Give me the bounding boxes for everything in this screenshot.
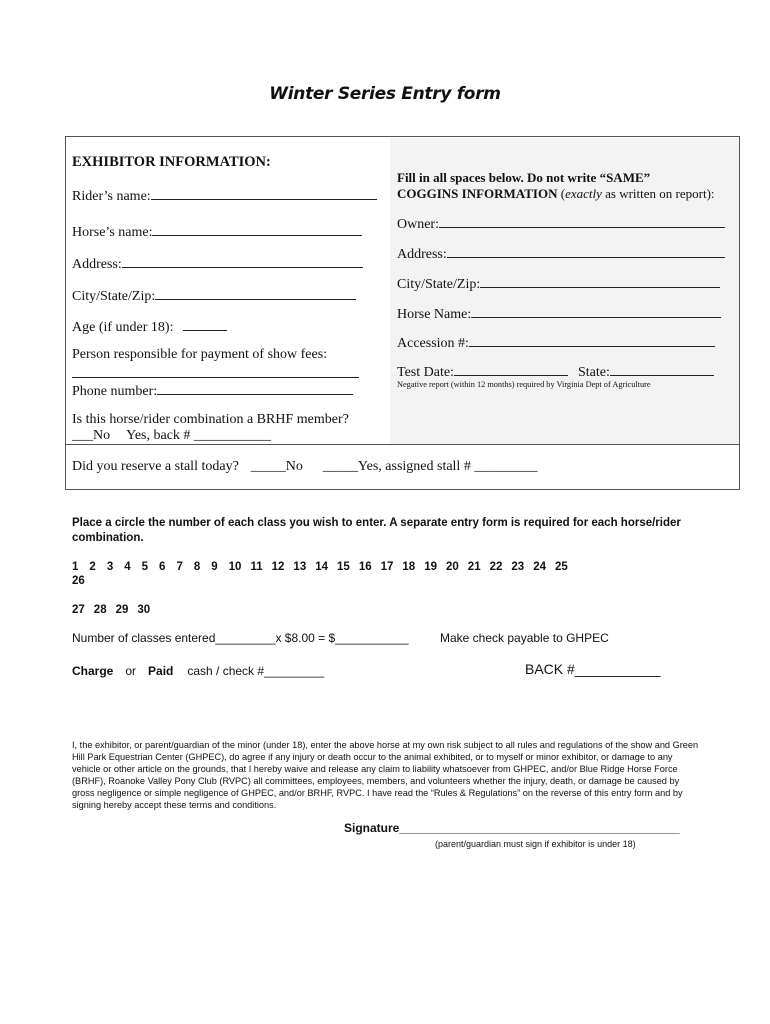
- class-number-28[interactable]: 28: [93, 604, 107, 616]
- brhf-yes[interactable]: Yes, back # ___________: [126, 428, 271, 443]
- class-number-23[interactable]: 23: [511, 561, 525, 573]
- class-row-1: [72, 561, 577, 573]
- stall-row: [72, 459, 537, 475]
- signature-note: (parent/guardian must sign if exhibitor is under 18): [435, 839, 636, 849]
- phone-line[interactable]: [157, 382, 353, 395]
- coggins-city-field[interactable]: [397, 275, 720, 293]
- charge-option[interactable]: Charge: [72, 664, 114, 678]
- horse-name-coggins-line[interactable]: [471, 305, 721, 318]
- brhf-no[interactable]: ___No: [72, 428, 111, 443]
- stall-yes[interactable]: _____Yes, assigned stall # _________: [322, 459, 538, 474]
- rider-name-field[interactable]: [72, 187, 377, 205]
- class-number-15[interactable]: 15: [337, 561, 350, 573]
- brhf-question: Is this horse/rider combination a BRHF member?: [72, 412, 349, 427]
- stall-no[interactable]: _____No: [250, 459, 303, 474]
- accession-line[interactable]: [469, 334, 715, 347]
- class-number-24[interactable]: 24: [533, 561, 546, 573]
- phone-field[interactable]: [72, 382, 353, 400]
- class-row-2: [72, 604, 159, 616]
- paid-option[interactable]: Paid: [148, 664, 174, 678]
- coggins-heading-rest: as written on report):: [601, 186, 715, 201]
- class-number-22[interactable]: 22: [489, 561, 503, 573]
- city-line[interactable]: [155, 287, 356, 300]
- state-line[interactable]: [610, 363, 714, 376]
- payment-person-label: Person responsible for payment of show fees:: [72, 347, 328, 362]
- class-number-13[interactable]: 13: [293, 561, 307, 573]
- class-number-27[interactable]: 27: [72, 604, 85, 616]
- class-number-1[interactable]: 1: [72, 561, 79, 573]
- stall-question: Did you reserve a stall today?: [72, 459, 239, 474]
- class-number-14[interactable]: 14: [315, 561, 329, 573]
- coggins-note: Negative report (within 12 months) required by Virginia Dept of Agriculture: [397, 380, 651, 389]
- coggins-address-field[interactable]: [397, 245, 725, 263]
- owner-label: Owner:: [397, 217, 439, 232]
- exhibitor-heading: EXHIBITOR INFORMATION:: [72, 154, 271, 170]
- accession-label: Accession #:: [397, 336, 469, 351]
- form-title: Winter Series Entry form: [269, 84, 501, 104]
- test-date-line[interactable]: [454, 363, 568, 376]
- class-number-21[interactable]: 21: [467, 561, 481, 573]
- class-number-18[interactable]: 18: [402, 561, 416, 573]
- age-line[interactable]: [183, 318, 227, 331]
- class-number-10[interactable]: 10: [228, 561, 242, 573]
- rider-name-label: Rider’s name:: [72, 189, 151, 204]
- phone-label: Phone number:: [72, 384, 158, 399]
- signature-line[interactable]: __________________________________________: [399, 821, 680, 835]
- horse-name-coggins-label: Horse Name:: [397, 307, 472, 322]
- signature-field[interactable]: [344, 821, 680, 835]
- coggins-city-line[interactable]: [480, 275, 720, 288]
- class-number-6[interactable]: 6: [159, 561, 166, 573]
- signature-label: Signature: [344, 821, 400, 835]
- class-number-4[interactable]: 4: [124, 561, 131, 573]
- address-field[interactable]: [72, 255, 363, 273]
- class-number-16[interactable]: 16: [358, 561, 372, 573]
- owner-line[interactable]: [439, 215, 725, 228]
- test-date-label: Test Date:: [397, 365, 454, 380]
- or-text: or: [125, 664, 137, 678]
- class-number-12[interactable]: 12: [271, 561, 285, 573]
- class-number-3[interactable]: 3: [106, 561, 114, 573]
- state-label: State:: [577, 365, 610, 380]
- class-numbers-row2: [72, 604, 159, 616]
- brhf-answer: [72, 428, 271, 444]
- rider-name-line[interactable]: [151, 187, 377, 200]
- class-number-9[interactable]: 9: [211, 561, 218, 573]
- waiver-text: I, the exhibitor, or parent/guardian of the minor (under 18), enter the above horse at my own risk subject to all rules and regulations of the show and Green Hill Park Equestrian Center (GHPEC), do agree if any injury or death occur to the animal exhibited, or to myself or minor exhibitor, or damage to any vehicle or other article on the grounds, that I hereby waive and release any claim to liability whatsoever from GHPEC, and/or Blue Ridge Horse Force (BRHF), Roanoke Valley Pony Club (RVPC) all committees, employees, members, and volunteers whether the injury, death, or damage be caused by gross negligence or simple negligence of GHPEC, and/or BRHF, RVPC. I have read the “Rules & Regulations” on the reverse of this entry form and by signing hereby accept these terms and conditions.: [72, 740, 699, 810]
- coggins-city-label: City/State/Zip:: [397, 277, 481, 292]
- class-number-30[interactable]: 30: [137, 604, 151, 616]
- class-number-25[interactable]: 25: [554, 561, 568, 573]
- coggins-heading-italic: exactly: [565, 186, 602, 201]
- payable-note: Make check payable to GHPEC: [440, 631, 609, 645]
- class-number-8[interactable]: 8: [193, 561, 201, 573]
- cash-check-field[interactable]: cash / check #_________: [187, 664, 325, 678]
- coggins-address-label: Address:: [397, 247, 447, 262]
- class-number-11[interactable]: 11: [250, 561, 263, 573]
- horse-name-label: Horse’s name:: [72, 225, 153, 240]
- class-count-line[interactable]: Number of classes entered_________x $8.00 = $___________: [72, 631, 409, 645]
- city-label: City/State/Zip:: [72, 289, 156, 304]
- box-divider: [65, 444, 740, 445]
- class-number-2[interactable]: 2: [89, 561, 96, 573]
- horse-name-coggins-field[interactable]: [397, 305, 721, 323]
- class-instruction: Place a circle the number of each class you wish to enter. A separate entry form is required for each horse/rider combination.: [72, 517, 681, 544]
- class-26[interactable]: 26: [72, 575, 85, 587]
- address-label: Address:: [72, 257, 122, 272]
- test-date-field[interactable]: [397, 363, 714, 381]
- coggins-address-line[interactable]: [447, 245, 725, 258]
- coggins-heading-bold: COGGINS INFORMATION: [397, 186, 558, 201]
- coggins-instruction: Fill in all spaces below. Do not write “SAME”: [397, 170, 651, 185]
- back-number-field[interactable]: BACK #___________: [525, 661, 661, 677]
- class-number-20[interactable]: 20: [446, 561, 459, 573]
- class-number-29[interactable]: 29: [115, 604, 129, 616]
- payment-row: [72, 664, 324, 678]
- class-number-17[interactable]: 17: [380, 561, 394, 573]
- owner-field[interactable]: [397, 215, 725, 233]
- coggins-heading-open: (: [557, 186, 566, 201]
- age-field[interactable]: [72, 318, 227, 336]
- class-numbers-row1: [72, 561, 577, 573]
- accession-field[interactable]: [397, 334, 715, 352]
- address-line[interactable]: [122, 255, 363, 268]
- horse-name-line[interactable]: [152, 223, 362, 236]
- class-number-7[interactable]: 7: [176, 561, 183, 573]
- horse-name-field[interactable]: [72, 223, 362, 241]
- class-number-19[interactable]: 19: [424, 561, 437, 573]
- city-field[interactable]: [72, 287, 356, 305]
- payment-person-line[interactable]: [72, 377, 359, 378]
- age-label: Age (if under 18):: [72, 320, 174, 335]
- coggins-heading: [397, 186, 715, 202]
- class-number-5[interactable]: 5: [141, 561, 149, 573]
